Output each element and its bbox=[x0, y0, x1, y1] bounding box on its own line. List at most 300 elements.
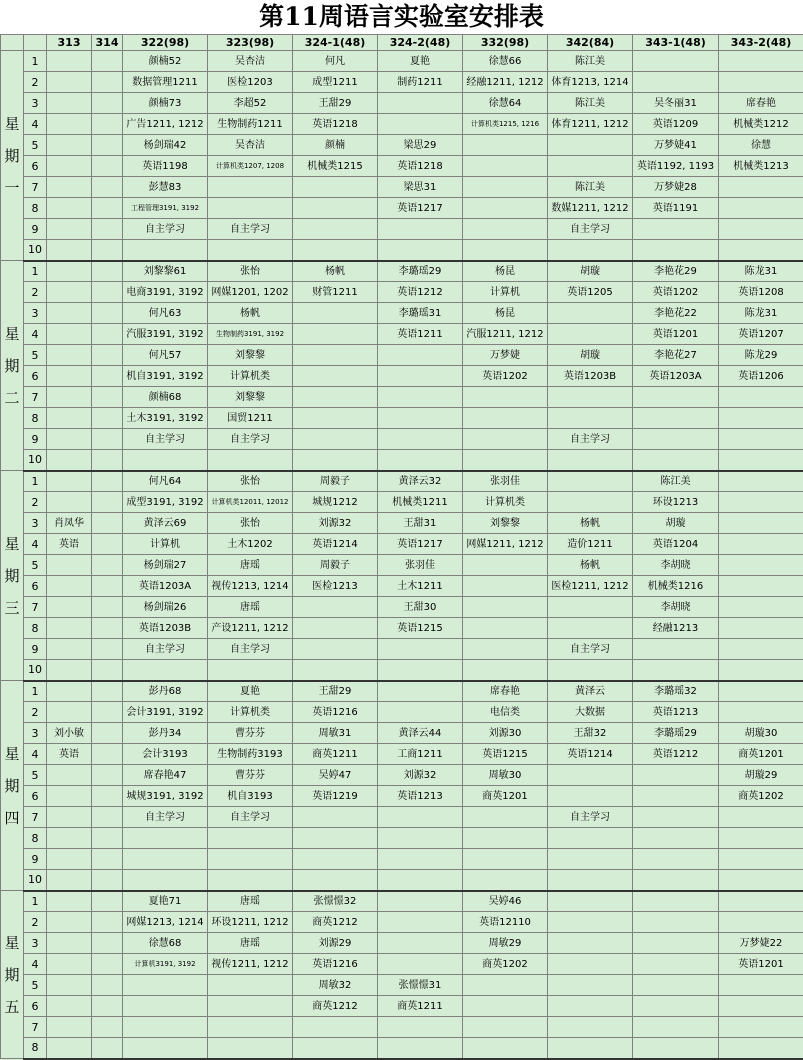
schedule-cell: 英语1206 bbox=[719, 366, 803, 387]
schedule-cell: 刘源29 bbox=[293, 933, 378, 954]
schedule-cell bbox=[293, 177, 378, 198]
schedule-cell: 自主学习 bbox=[123, 639, 208, 660]
schedule-cell bbox=[719, 492, 803, 513]
schedule-cell bbox=[293, 345, 378, 366]
table-row bbox=[1, 282, 803, 303]
schedule-cell: 刘小敏 bbox=[47, 723, 92, 744]
schedule-cell bbox=[463, 975, 548, 996]
schedule-cell: 英语1213 bbox=[633, 702, 719, 723]
schedule-cell: 机械类1211 bbox=[378, 492, 463, 513]
schedule-cell bbox=[293, 639, 378, 660]
schedule-cell: 医检1211, 1212 bbox=[548, 576, 633, 597]
schedule-cell bbox=[378, 240, 463, 261]
schedule-cell bbox=[463, 198, 548, 219]
schedule-cell: 机械类1212 bbox=[719, 114, 803, 135]
schedule-cell: 英语1216 bbox=[293, 702, 378, 723]
schedule-cell bbox=[208, 996, 293, 1017]
schedule-cell bbox=[378, 345, 463, 366]
schedule-cell bbox=[463, 450, 548, 471]
schedule-cell: 自主学习 bbox=[123, 219, 208, 240]
table-row bbox=[1, 660, 803, 681]
schedule-cell: 陈龙31 bbox=[719, 261, 803, 282]
schedule-cell bbox=[548, 954, 633, 975]
period-number: 7 bbox=[24, 1017, 47, 1038]
schedule-cell bbox=[293, 597, 378, 618]
schedule-cell bbox=[208, 870, 293, 891]
schedule-cell bbox=[548, 786, 633, 807]
schedule-cell bbox=[633, 240, 719, 261]
schedule-cell: 杨剑瑞27 bbox=[123, 555, 208, 576]
schedule-cell bbox=[47, 156, 92, 177]
schedule-cell: 曹芬芬 bbox=[208, 723, 293, 744]
schedule-cell bbox=[47, 576, 92, 597]
period-number: 5 bbox=[24, 135, 47, 156]
schedule-cell bbox=[293, 807, 378, 828]
room-header-343-1: 343-1(48) bbox=[633, 35, 719, 51]
schedule-cell: 英语1214 bbox=[548, 744, 633, 765]
schedule-cell bbox=[47, 702, 92, 723]
table-row bbox=[1, 219, 803, 240]
schedule-cell bbox=[548, 933, 633, 954]
table-row bbox=[1, 114, 803, 135]
schedule-cell bbox=[548, 240, 633, 261]
schedule-cell bbox=[293, 219, 378, 240]
schedule-cell: 经融1211, 1212 bbox=[463, 72, 548, 93]
schedule-cell bbox=[633, 639, 719, 660]
schedule-cell bbox=[293, 303, 378, 324]
schedule-cell bbox=[463, 555, 548, 576]
period-number: 8 bbox=[24, 618, 47, 639]
schedule-cell bbox=[463, 618, 548, 639]
schedule-cell: 英语1208 bbox=[719, 282, 803, 303]
schedule-cell bbox=[463, 660, 548, 681]
schedule-cell bbox=[378, 408, 463, 429]
table-row bbox=[1, 177, 803, 198]
schedule-cell: 计算机3191, 3192 bbox=[123, 954, 208, 975]
schedule-cell bbox=[208, 849, 293, 870]
schedule-cell bbox=[123, 870, 208, 891]
schedule-cell bbox=[92, 282, 123, 303]
schedule-cell bbox=[47, 93, 92, 114]
schedule-cell bbox=[92, 387, 123, 408]
schedule-cell bbox=[548, 471, 633, 492]
schedule-cell bbox=[123, 450, 208, 471]
period-number: 7 bbox=[24, 807, 47, 828]
schedule-cell: 席春艳 bbox=[463, 681, 548, 702]
schedule-cell: 王甜29 bbox=[293, 93, 378, 114]
schedule-cell bbox=[92, 912, 123, 933]
schedule-cell: 汽服1211, 1212 bbox=[463, 324, 548, 345]
schedule-cell bbox=[123, 1038, 208, 1059]
schedule-cell bbox=[548, 891, 633, 912]
schedule-cell bbox=[378, 1038, 463, 1059]
schedule-cell: 彭慧83 bbox=[123, 177, 208, 198]
schedule-cell bbox=[548, 450, 633, 471]
table-row bbox=[1, 345, 803, 366]
day-label-char: 一 bbox=[1, 172, 23, 204]
schedule-cell bbox=[548, 492, 633, 513]
schedule-cell: 刘黎黎 bbox=[208, 345, 293, 366]
schedule-cell bbox=[92, 198, 123, 219]
table-row bbox=[1, 240, 803, 261]
schedule-cell bbox=[719, 849, 803, 870]
schedule-cell: 周敏30 bbox=[463, 765, 548, 786]
schedule-cell: 杨帆 bbox=[548, 555, 633, 576]
schedule-cell bbox=[92, 849, 123, 870]
table-row bbox=[1, 786, 803, 807]
schedule-cell bbox=[92, 1017, 123, 1038]
period-number: 8 bbox=[24, 408, 47, 429]
schedule-cell: 陈江美 bbox=[633, 471, 719, 492]
schedule-cell: 李艳花29 bbox=[633, 261, 719, 282]
schedule-cell bbox=[92, 303, 123, 324]
schedule-cell: 刘黎黎 bbox=[208, 387, 293, 408]
schedule-cell bbox=[47, 408, 92, 429]
table-row bbox=[1, 639, 803, 660]
schedule-cell: 生物制药3193 bbox=[208, 744, 293, 765]
schedule-cell bbox=[47, 1017, 92, 1038]
schedule-cell bbox=[47, 996, 92, 1017]
schedule-cell bbox=[293, 387, 378, 408]
schedule-cell bbox=[123, 996, 208, 1017]
table-row bbox=[1, 996, 803, 1017]
schedule-cell bbox=[719, 450, 803, 471]
schedule-cell bbox=[719, 408, 803, 429]
schedule-cell bbox=[633, 849, 719, 870]
period-number: 5 bbox=[24, 345, 47, 366]
table-row bbox=[1, 954, 803, 975]
schedule-cell: 杨帆 bbox=[208, 303, 293, 324]
schedule-cell bbox=[92, 177, 123, 198]
schedule-cell: 吴冬丽31 bbox=[633, 93, 719, 114]
schedule-cell bbox=[47, 282, 92, 303]
table-row bbox=[1, 744, 803, 765]
period-number: 7 bbox=[24, 597, 47, 618]
day-label-char: 五 bbox=[1, 991, 23, 1023]
day-label-char: 期 bbox=[1, 560, 23, 592]
schedule-cell: 徐慧64 bbox=[463, 93, 548, 114]
schedule-cell: 自主学习 bbox=[208, 807, 293, 828]
period-number: 1 bbox=[24, 51, 47, 72]
period-number: 7 bbox=[24, 387, 47, 408]
schedule-cell bbox=[293, 828, 378, 849]
schedule-cell bbox=[378, 912, 463, 933]
schedule-cell bbox=[463, 828, 548, 849]
schedule-cell bbox=[719, 219, 803, 240]
schedule-cell bbox=[293, 450, 378, 471]
schedule-cell bbox=[47, 618, 92, 639]
period-number: 4 bbox=[24, 114, 47, 135]
schedule-cell bbox=[463, 408, 548, 429]
schedule-cell bbox=[92, 366, 123, 387]
day-label-char: 三 bbox=[1, 592, 23, 624]
schedule-cell: 李璐瑶29 bbox=[633, 723, 719, 744]
schedule-cell: 彭丹68 bbox=[123, 681, 208, 702]
schedule-cell: 英语1215 bbox=[378, 618, 463, 639]
schedule-cell bbox=[92, 807, 123, 828]
schedule-cell bbox=[208, 198, 293, 219]
page-title: 第11周语言实验室安排表 bbox=[0, 0, 803, 34]
period-number: 3 bbox=[24, 513, 47, 534]
schedule-cell bbox=[378, 387, 463, 408]
schedule-cell bbox=[633, 786, 719, 807]
schedule-cell bbox=[548, 912, 633, 933]
schedule-cell: 何凡 bbox=[293, 51, 378, 72]
table-row bbox=[1, 303, 803, 324]
room-header-342: 342(84) bbox=[548, 35, 633, 51]
schedule-cell: 刘黎黎 bbox=[463, 513, 548, 534]
period-number: 8 bbox=[24, 828, 47, 849]
period-number: 5 bbox=[24, 765, 47, 786]
schedule-cell bbox=[92, 954, 123, 975]
schedule-cell: 英语1201 bbox=[633, 324, 719, 345]
schedule-cell bbox=[47, 366, 92, 387]
schedule-cell bbox=[92, 576, 123, 597]
schedule-cell: 自主学习 bbox=[123, 429, 208, 450]
table-row bbox=[1, 429, 803, 450]
table-row bbox=[1, 198, 803, 219]
schedule-cell bbox=[719, 702, 803, 723]
schedule-cell bbox=[47, 261, 92, 282]
period-number: 3 bbox=[24, 723, 47, 744]
schedule-cell bbox=[719, 72, 803, 93]
schedule-cell: 周敏31 bbox=[293, 723, 378, 744]
schedule-cell bbox=[378, 114, 463, 135]
table-row bbox=[1, 828, 803, 849]
room-header-314: 314 bbox=[92, 35, 123, 51]
schedule-cell bbox=[719, 177, 803, 198]
schedule-cell: 杨帆 bbox=[548, 513, 633, 534]
period-number: 1 bbox=[24, 471, 47, 492]
schedule-cell bbox=[92, 681, 123, 702]
table-row bbox=[1, 72, 803, 93]
table-row bbox=[1, 555, 803, 576]
schedule-cell: 数据管理1211 bbox=[123, 72, 208, 93]
schedule-cell bbox=[463, 870, 548, 891]
schedule-cell: 英语1203A bbox=[633, 366, 719, 387]
schedule-cell: 医检1203 bbox=[208, 72, 293, 93]
table-row bbox=[1, 492, 803, 513]
schedule-cell bbox=[208, 975, 293, 996]
schedule-cell: 城规1212 bbox=[293, 492, 378, 513]
schedule-cell: 李胡晓 bbox=[633, 597, 719, 618]
schedule-cell: 李艳花22 bbox=[633, 303, 719, 324]
schedule-cell bbox=[633, 51, 719, 72]
day-label-char: 二 bbox=[1, 382, 23, 414]
period-number: 4 bbox=[24, 744, 47, 765]
schedule-cell bbox=[47, 135, 92, 156]
schedule-cell: 自主学习 bbox=[548, 429, 633, 450]
table-row bbox=[1, 576, 803, 597]
schedule-cell: 徐慧66 bbox=[463, 51, 548, 72]
schedule-cell: 自主学习 bbox=[548, 219, 633, 240]
schedule-cell bbox=[123, 660, 208, 681]
schedule-cell bbox=[293, 429, 378, 450]
schedule-cell bbox=[378, 429, 463, 450]
schedule-cell bbox=[47, 219, 92, 240]
schedule-cell: 英语1209 bbox=[633, 114, 719, 135]
schedule-cell: 英语1214 bbox=[293, 534, 378, 555]
schedule-cell bbox=[378, 681, 463, 702]
schedule-cell: 电商3191, 3192 bbox=[123, 282, 208, 303]
schedule-cell bbox=[47, 345, 92, 366]
schedule-cell: 英语1211 bbox=[378, 324, 463, 345]
schedule-cell: 胡璇 bbox=[548, 345, 633, 366]
schedule-cell bbox=[92, 870, 123, 891]
period-number: 1 bbox=[24, 261, 47, 282]
schedule-cell bbox=[548, 303, 633, 324]
schedule-cell bbox=[463, 387, 548, 408]
schedule-cell bbox=[92, 555, 123, 576]
schedule-cell: 英语1192, 1193 bbox=[633, 156, 719, 177]
table-row bbox=[1, 849, 803, 870]
schedule-cell bbox=[378, 807, 463, 828]
day-label bbox=[1, 891, 24, 1059]
period-number: 8 bbox=[24, 198, 47, 219]
room-header-323: 323(98) bbox=[208, 35, 293, 51]
schedule-cell: 徐慧 bbox=[719, 135, 803, 156]
schedule-cell: 唐瑶 bbox=[208, 555, 293, 576]
schedule-cell bbox=[47, 891, 92, 912]
schedule-cell: 英语1218 bbox=[293, 114, 378, 135]
schedule-cell: 机自3191, 3192 bbox=[123, 366, 208, 387]
table-row bbox=[1, 471, 803, 492]
schedule-cell: 张羽佳 bbox=[463, 471, 548, 492]
schedule-cell: 黄泽云 bbox=[548, 681, 633, 702]
schedule-cell bbox=[719, 1038, 803, 1059]
schedule-cell bbox=[548, 828, 633, 849]
table-row bbox=[1, 618, 803, 639]
schedule-cell: 国贸1211 bbox=[208, 408, 293, 429]
schedule-cell bbox=[548, 135, 633, 156]
schedule-cell bbox=[47, 639, 92, 660]
schedule-cell: 胡璇29 bbox=[719, 765, 803, 786]
day-label-char: 期 bbox=[1, 770, 23, 802]
table-row bbox=[1, 933, 803, 954]
schedule-cell: 会计3193 bbox=[123, 744, 208, 765]
schedule-cell bbox=[293, 408, 378, 429]
schedule-cell: 医检1213 bbox=[293, 576, 378, 597]
schedule-cell bbox=[47, 72, 92, 93]
schedule-cell: 陈江美 bbox=[548, 93, 633, 114]
schedule-cell: 计算机 bbox=[463, 282, 548, 303]
schedule-cell bbox=[633, 1017, 719, 1038]
schedule-cell: 陈江美 bbox=[548, 51, 633, 72]
schedule-cell bbox=[719, 576, 803, 597]
schedule-cell bbox=[47, 492, 92, 513]
schedule-cell: 商英1201 bbox=[463, 786, 548, 807]
schedule-cell: 王甜31 bbox=[378, 513, 463, 534]
schedule-cell: 英语1205 bbox=[548, 282, 633, 303]
schedule-cell bbox=[719, 429, 803, 450]
schedule-cell bbox=[378, 849, 463, 870]
schedule-cell bbox=[47, 870, 92, 891]
schedule-cell: 生物制药1211 bbox=[208, 114, 293, 135]
schedule-cell bbox=[293, 1017, 378, 1038]
schedule-cell: 自主学习 bbox=[208, 639, 293, 660]
schedule-cell: 英语1198 bbox=[123, 156, 208, 177]
table-row bbox=[1, 912, 803, 933]
schedule-cell bbox=[47, 303, 92, 324]
schedule-cell: 体育1213, 1214 bbox=[548, 72, 633, 93]
schedule-cell: 自主学习 bbox=[208, 429, 293, 450]
schedule-cell: 成型3191, 3192 bbox=[123, 492, 208, 513]
schedule-cell: 杨昆 bbox=[463, 261, 548, 282]
schedule-cell bbox=[378, 702, 463, 723]
schedule-cell: 周敏29 bbox=[463, 933, 548, 954]
schedule-cell: 英语1203B bbox=[123, 618, 208, 639]
schedule-cell: 吴杏洁 bbox=[208, 135, 293, 156]
schedule-cell: 自主学习 bbox=[123, 807, 208, 828]
schedule-cell: 杨剑瑞42 bbox=[123, 135, 208, 156]
schedule-cell: 黄泽云32 bbox=[378, 471, 463, 492]
schedule-cell bbox=[463, 1038, 548, 1059]
schedule-cell bbox=[463, 807, 548, 828]
schedule-cell bbox=[719, 597, 803, 618]
period-number: 4 bbox=[24, 324, 47, 345]
room-header-313: 313 bbox=[47, 35, 92, 51]
schedule-cell: 英语1217 bbox=[378, 198, 463, 219]
schedule-cell: 张憬憬31 bbox=[378, 975, 463, 996]
schedule-cell bbox=[92, 660, 123, 681]
schedule-cell bbox=[293, 618, 378, 639]
schedule-cell: 梁思29 bbox=[378, 135, 463, 156]
schedule-cell bbox=[92, 534, 123, 555]
schedule-cell: 吴婷46 bbox=[463, 891, 548, 912]
period-number: 2 bbox=[24, 282, 47, 303]
schedule-cell bbox=[719, 660, 803, 681]
schedule-cell: 李璐瑶32 bbox=[633, 681, 719, 702]
schedule-cell: 英语1218 bbox=[378, 156, 463, 177]
period-number: 1 bbox=[24, 681, 47, 702]
schedule-cell: 自主学习 bbox=[208, 219, 293, 240]
table-row bbox=[1, 450, 803, 471]
table-row bbox=[1, 765, 803, 786]
schedule-cell bbox=[548, 975, 633, 996]
schedule-cell bbox=[92, 891, 123, 912]
header-corner bbox=[1, 35, 24, 51]
schedule-cell bbox=[378, 639, 463, 660]
schedule-cell: 英语1204 bbox=[633, 534, 719, 555]
schedule-cell: 周毅子 bbox=[293, 555, 378, 576]
period-number: 9 bbox=[24, 429, 47, 450]
schedule-cell: 夏艳71 bbox=[123, 891, 208, 912]
schedule-cell: 英语1202 bbox=[633, 282, 719, 303]
day-label-char: 星 bbox=[1, 927, 23, 959]
room-header-322: 322(98) bbox=[123, 35, 208, 51]
day-label bbox=[1, 51, 24, 261]
schedule-cell: 何凡64 bbox=[123, 471, 208, 492]
schedule-cell bbox=[92, 1038, 123, 1059]
schedule-cell bbox=[92, 744, 123, 765]
table-row bbox=[1, 513, 803, 534]
schedule-cell bbox=[633, 954, 719, 975]
schedule-cell bbox=[378, 366, 463, 387]
schedule-cell bbox=[293, 660, 378, 681]
schedule-cell: 计算机类1207, 1208 bbox=[208, 156, 293, 177]
schedule-cell: 英语1217 bbox=[378, 534, 463, 555]
table-row bbox=[1, 1017, 803, 1038]
schedule-cell: 英语1203B bbox=[548, 366, 633, 387]
schedule-cell: 李胡晓 bbox=[633, 555, 719, 576]
schedule-cell bbox=[719, 807, 803, 828]
schedule-cell: 英语1201 bbox=[719, 954, 803, 975]
schedule-cell: 吴杏洁 bbox=[208, 51, 293, 72]
schedule-cell bbox=[92, 240, 123, 261]
schedule-cell bbox=[47, 828, 92, 849]
schedule-cell bbox=[719, 534, 803, 555]
schedule-cell: 机械类1216 bbox=[633, 576, 719, 597]
